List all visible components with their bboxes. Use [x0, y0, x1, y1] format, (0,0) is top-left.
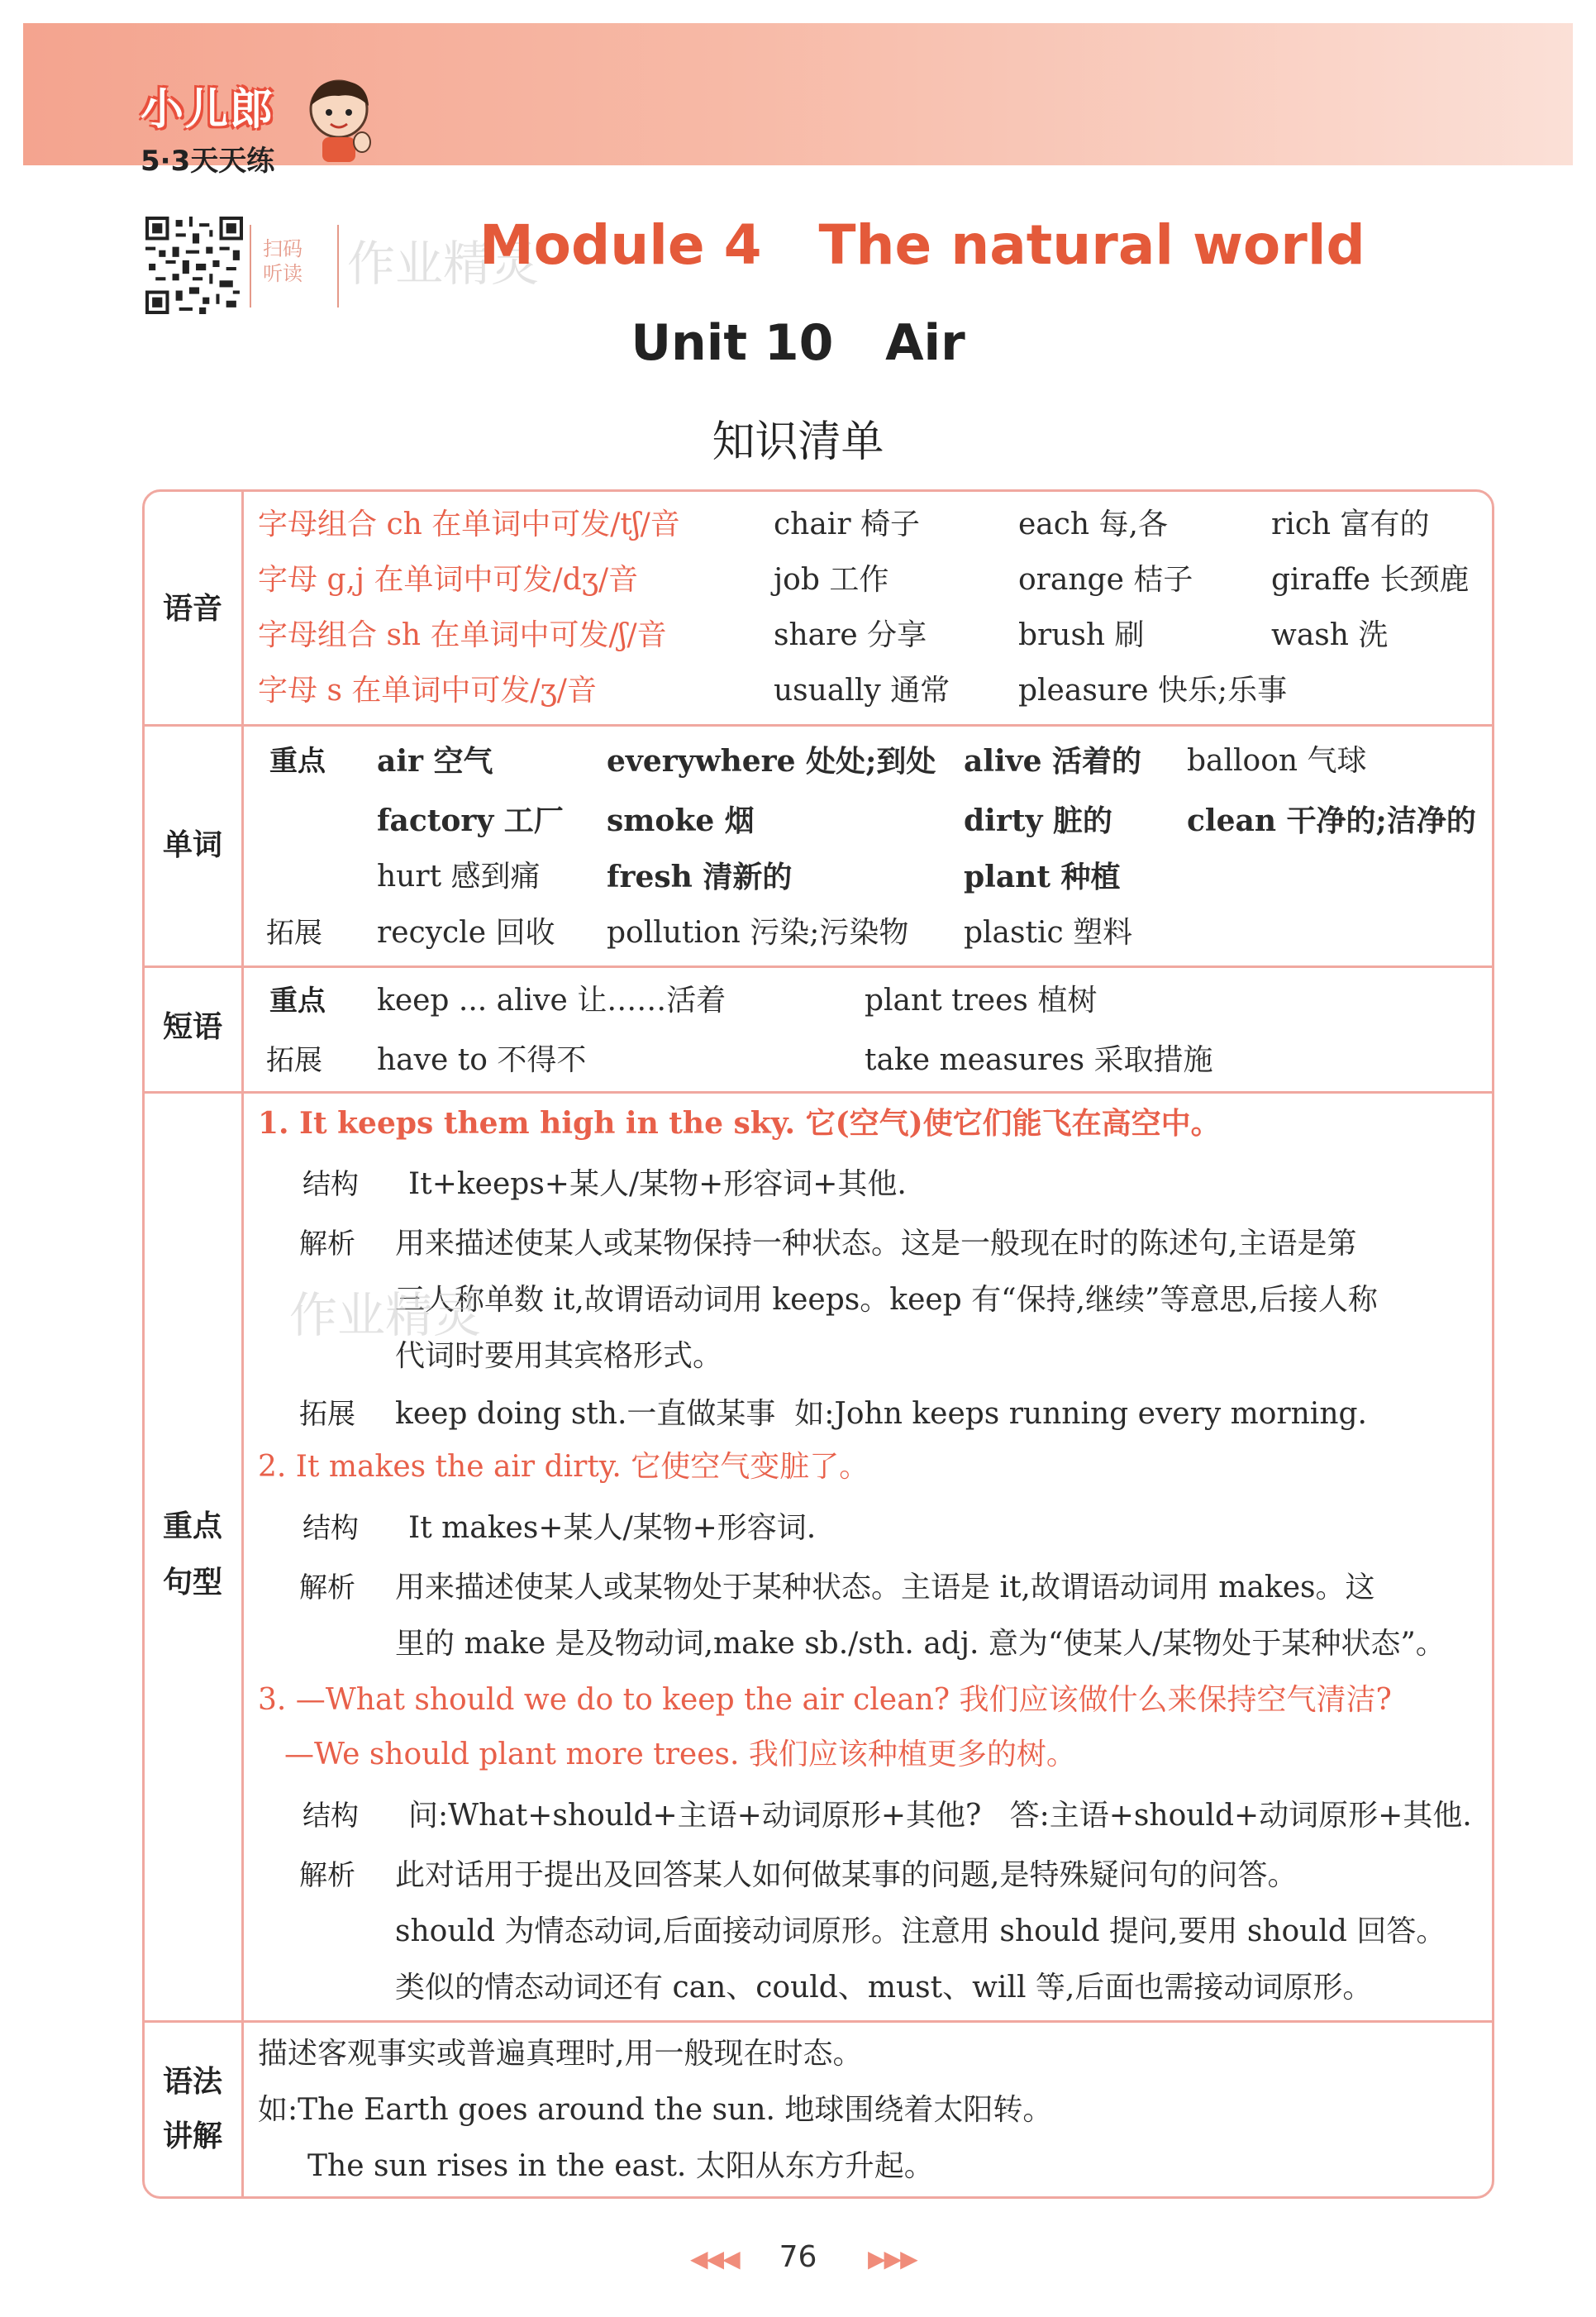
scan-listen-label [250, 225, 339, 308]
watermark: 作业精灵 [289, 1287, 482, 1343]
grammar-line: The sun rises in the east. 太阳从东方升起。 [307, 2149, 934, 2183]
brand-sub: 5·3天天练 [141, 145, 275, 178]
phonics-rule: 字母组合 sh 在单词中可发/ʃ/音 [258, 618, 667, 652]
watermark: 作业精灵 [347, 236, 540, 292]
sentence-1-analysis: 代词时要用其宾格形式。 [395, 1339, 723, 1373]
phrase-item: keep ... alive 让……活着 [377, 984, 727, 1018]
word-item: balloon 气球 [1187, 744, 1367, 778]
label-phrases: 短语 [162, 1010, 222, 1044]
phonics-word: brush 刷 [1018, 618, 1145, 652]
phonics-word: share 分享 [774, 618, 927, 652]
phrase-item: take measures 采取措施 [865, 1043, 1213, 1077]
grammar-line: 描述客观事实或普遍真理时,用一般现在时态。 [258, 2037, 863, 2071]
row-divider [144, 724, 1493, 727]
sentence-3-analysis: should 为情态动词,后面接动词原形。注意用 should 提问,要用 should 回答。 [395, 1914, 1446, 1948]
phonics-word: chair 椅子 [774, 508, 920, 541]
row-divider [144, 965, 1493, 968]
phonics-rule: 字母组合 ch 在单词中可发/tʃ/音 [258, 508, 680, 541]
word-item: dirty 脏的 [964, 803, 1112, 838]
sentence-3-structure: 问:What+should+主语+动词原形+其他? 答:主语+should+动词原形+其他. [408, 1799, 1472, 1833]
word-item: recycle 回收 [377, 916, 555, 950]
label-grammar-1: 语法 [162, 2065, 222, 2099]
next-arrows-icon: ▶▶▶ [868, 2245, 917, 2272]
word-item: air 空气 [377, 744, 493, 779]
analysis-tag: 解析 [299, 1571, 355, 1604]
sentence-2-structure: It makes+某人/某物+形容词. [408, 1511, 817, 1545]
sentence-1-analysis: 用来描述使某人或某物保持一种状态。这是一般现在时的陈述句,主语是第 [395, 1227, 1357, 1261]
word-item: clean 干净的;洁净的 [1187, 803, 1476, 838]
sentence-2-analysis: 里的 make 是及物动词,make sb./sth. adj. 意为“使某人/某物处于某种状态”。 [395, 1627, 1446, 1661]
ext-tag: 拓展 [299, 1398, 355, 1431]
label-sentences-2: 句型 [162, 1566, 222, 1599]
structure-tag: 结构 [303, 1800, 359, 1833]
word-item: factory 工厂 [377, 803, 564, 838]
label-grammar-2: 讲解 [162, 2119, 222, 2153]
phrases-ext-tag: 拓展 [266, 1044, 322, 1077]
word-item: everywhere 处处;到处 [607, 744, 936, 779]
analysis-tag: 解析 [299, 1859, 355, 1892]
words-key-tag: 重点 [269, 745, 326, 778]
phonics-word: wash 洗 [1271, 618, 1389, 652]
analysis-tag: 解析 [299, 1228, 355, 1261]
phonics-word: orange 桔子 [1018, 563, 1193, 597]
label-sentences-1: 重点 [162, 1509, 222, 1543]
row-divider [144, 1091, 1493, 1094]
unit-title: Unit 10 Air [631, 314, 965, 372]
word-item: plant 种植 [964, 860, 1121, 894]
sentence-3-question: 3. —What should we do to keep the air clean? 我们应该做什么来保持空气清洁? [258, 1683, 1392, 1717]
word-item: pollution 污染;污染物 [607, 916, 909, 950]
row-divider [144, 2020, 1493, 2023]
words-ext-tag: 拓展 [266, 917, 322, 950]
sentence-1-analysis: 三人称单数 it,故谓语动词用 keeps。keep 有“保持,继续”等意思,后接人称 [395, 1283, 1378, 1317]
phonics-word: rich 富有的 [1271, 508, 1430, 541]
phonics-word: job 工作 [774, 563, 889, 597]
structure-tag: 结构 [303, 1168, 359, 1201]
phonics-rule: 字母 s 在单词中可发/ʒ/音 [258, 674, 597, 708]
listen-label-1: 扫码 [263, 237, 303, 260]
word-item: hurt 感到痛 [377, 860, 541, 894]
sentence-1-title: 1. It keeps them high in the sky. 它(空气)使它们能飞在高空中。 [258, 1106, 1221, 1141]
prev-arrows-icon: ◀◀◀ [690, 2245, 739, 2272]
phonics-word: pleasure 快乐;乐事 [1018, 674, 1288, 708]
section-title: 知识清单 [712, 417, 884, 467]
phrase-item: have to 不得不 [377, 1043, 587, 1077]
mascot-boy-icon [298, 76, 380, 167]
phonics-word: usually 通常 [774, 674, 950, 708]
module-title: Module 4 The natural world [479, 213, 1365, 277]
brand-logo [141, 74, 274, 179]
word-item: plastic 塑料 [964, 916, 1133, 950]
grammar-line: 如:The Earth goes around the sun. 地球围绕着太阳转。 [258, 2093, 1053, 2127]
qr-code-icon [145, 217, 243, 314]
sentence-3-answer: —We should plant more trees. 我们应该种植更多的树。 [284, 1738, 1076, 1771]
word-item: alive 活着的 [964, 744, 1142, 779]
table-divider [241, 491, 244, 2197]
phrase-item: plant trees 植树 [865, 984, 1098, 1018]
sentence-3-analysis: 此对话用于提出及回答某人如何做某事的问题,是特殊疑问句的问答。 [395, 1858, 1298, 1892]
brand-main: 小儿郎 [141, 85, 275, 135]
label-words: 单词 [162, 828, 222, 862]
word-item: smoke 烟 [607, 803, 755, 838]
sentence-3-analysis: 类似的情态动词还有 can、could、must、will 等,后面也需接动词原形。 [395, 1971, 1373, 2005]
structure-tag: 结构 [303, 1512, 359, 1545]
listen-label-2: 听读 [263, 262, 303, 285]
word-item: fresh 清新的 [607, 860, 793, 894]
phonics-word: giraffe 长颈鹿 [1271, 563, 1470, 597]
sentence-1-structure: It+keeps+某人/某物+形容词+其他. [408, 1167, 907, 1201]
phonics-rule: 字母 g,j 在单词中可发/dʒ/音 [258, 563, 639, 597]
sentence-2-analysis: 用来描述使某人或某物处于某种状态。主语是 it,故谓语动词用 makes。这 [395, 1571, 1375, 1604]
sentence-1-ext: keep doing sth.一直做某事 如:John keeps running every morning. [395, 1397, 1367, 1431]
label-phonics: 语音 [162, 592, 222, 626]
page-number: 76 [779, 2240, 817, 2274]
phrases-key-tag: 重点 [269, 984, 326, 1018]
phonics-word: each 每,各 [1018, 508, 1169, 541]
sentence-2-title: 2. It makes the air dirty. 它使空气变脏了。 [258, 1450, 869, 1484]
